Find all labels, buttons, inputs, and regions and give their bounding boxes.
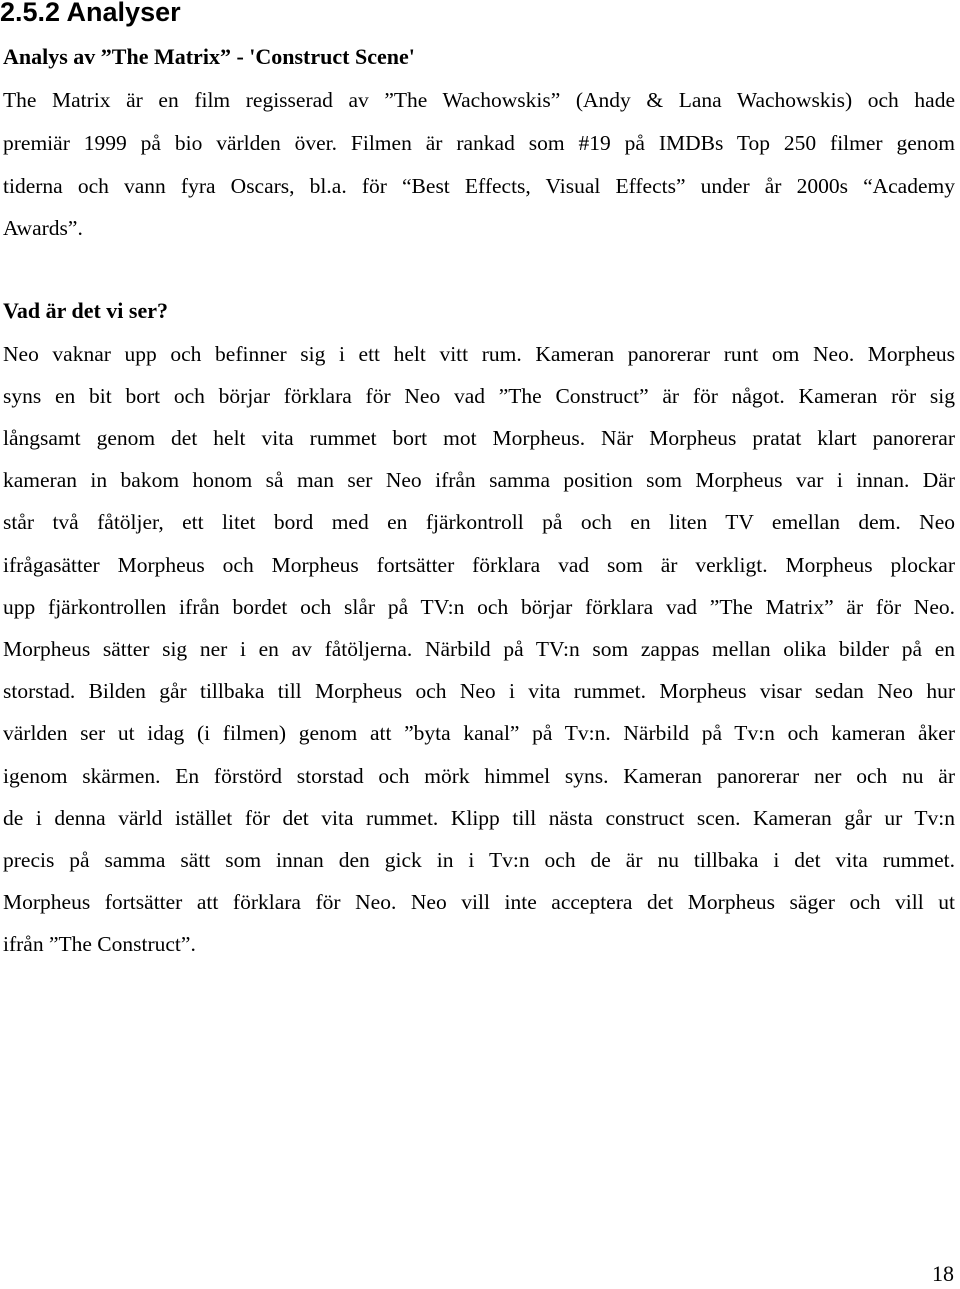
intro-line: The Matrix är en film regisserad av ”The Wachowskis” (Andy & Lana Wachowskis) och hade xyxy=(3,88,955,112)
body-line: Neo vaknar upp och befinner sig i ett helt vitt rum. Kameran panorerar runt om Neo. Morpheus xyxy=(3,342,955,366)
body-line: storstad. Bilden går tillbaka till Morpheus och Neo i vita rummet. Morpheus visar sedan Neo hur xyxy=(3,679,955,703)
subheading: Vad är det vi ser? xyxy=(3,298,168,323)
body-line: Morpheus fortsätter att förklara för Neo. Neo vill inte acceptera det Morpheus säger och vill ut xyxy=(3,890,955,914)
body-line: upp fjärkontrollen ifrån bordet och slår på TV:n och börjar förklara vad ”The Matrix” är för Neo. xyxy=(3,595,955,619)
body-line: kameran in bakom honom så man ser Neo ifrån samma position som Morpheus var i innan. Där xyxy=(3,468,955,492)
intro-line: Awards”. xyxy=(3,216,83,240)
body-line: syns en bit bort och börjar förklara för Neo vad ”The Construct” är för något. Kameran rör sig xyxy=(3,384,955,408)
page-number: 18 xyxy=(932,1261,954,1286)
body-line: igenom skärmen. En förstörd storstad och mörk himmel syns. Kameran panorerar ner och nu är xyxy=(3,764,955,788)
body-line: de i denna värld istället för det vita rummet. Klipp till nästa construct scen. Kameran går ur Tv:n xyxy=(3,806,955,830)
body-line: långsamt genom det helt vita rummet bort mot Morpheus. När Morpheus pratat klart panorerar xyxy=(3,426,955,450)
body-line: precis på samma sätt som innan den gick in i Tv:n och de är nu tillbaka i det vita rummet. xyxy=(3,848,955,872)
section-heading: 2.5.2 Analyser xyxy=(0,0,181,27)
body-line: Morpheus sätter sig ner i en av fåtöljerna. Närbild på TV:n som zappas mellan olika bilder på en xyxy=(3,637,955,661)
body-line: står två fåtöljer, ett litet bord med en fjärkontroll på och en liten TV emellan dem. Neo xyxy=(3,510,955,534)
analysis-title: Analys av ”The Matrix” - 'Construct Scene' xyxy=(3,44,415,69)
body-line: världen ser ut idag (i filmen) genom att ”byta kanal” på Tv:n. Närbild på Tv:n och kameran åker xyxy=(3,721,955,745)
intro-line: premiär 1999 på bio världen över. Filmen är rankad som #19 på IMDBs Top 250 filmer genom xyxy=(3,131,955,155)
intro-line: tiderna och vann fyra Oscars, bl.a. för “Best Effects, Visual Effects” under år 2000s “Academy xyxy=(3,174,955,198)
body-line: ifrån ”The Construct”. xyxy=(3,932,196,956)
body-line: ifrågasätter Morpheus och Morpheus fortsätter förklara vad som är verkligt. Morpheus plockar xyxy=(3,553,955,577)
